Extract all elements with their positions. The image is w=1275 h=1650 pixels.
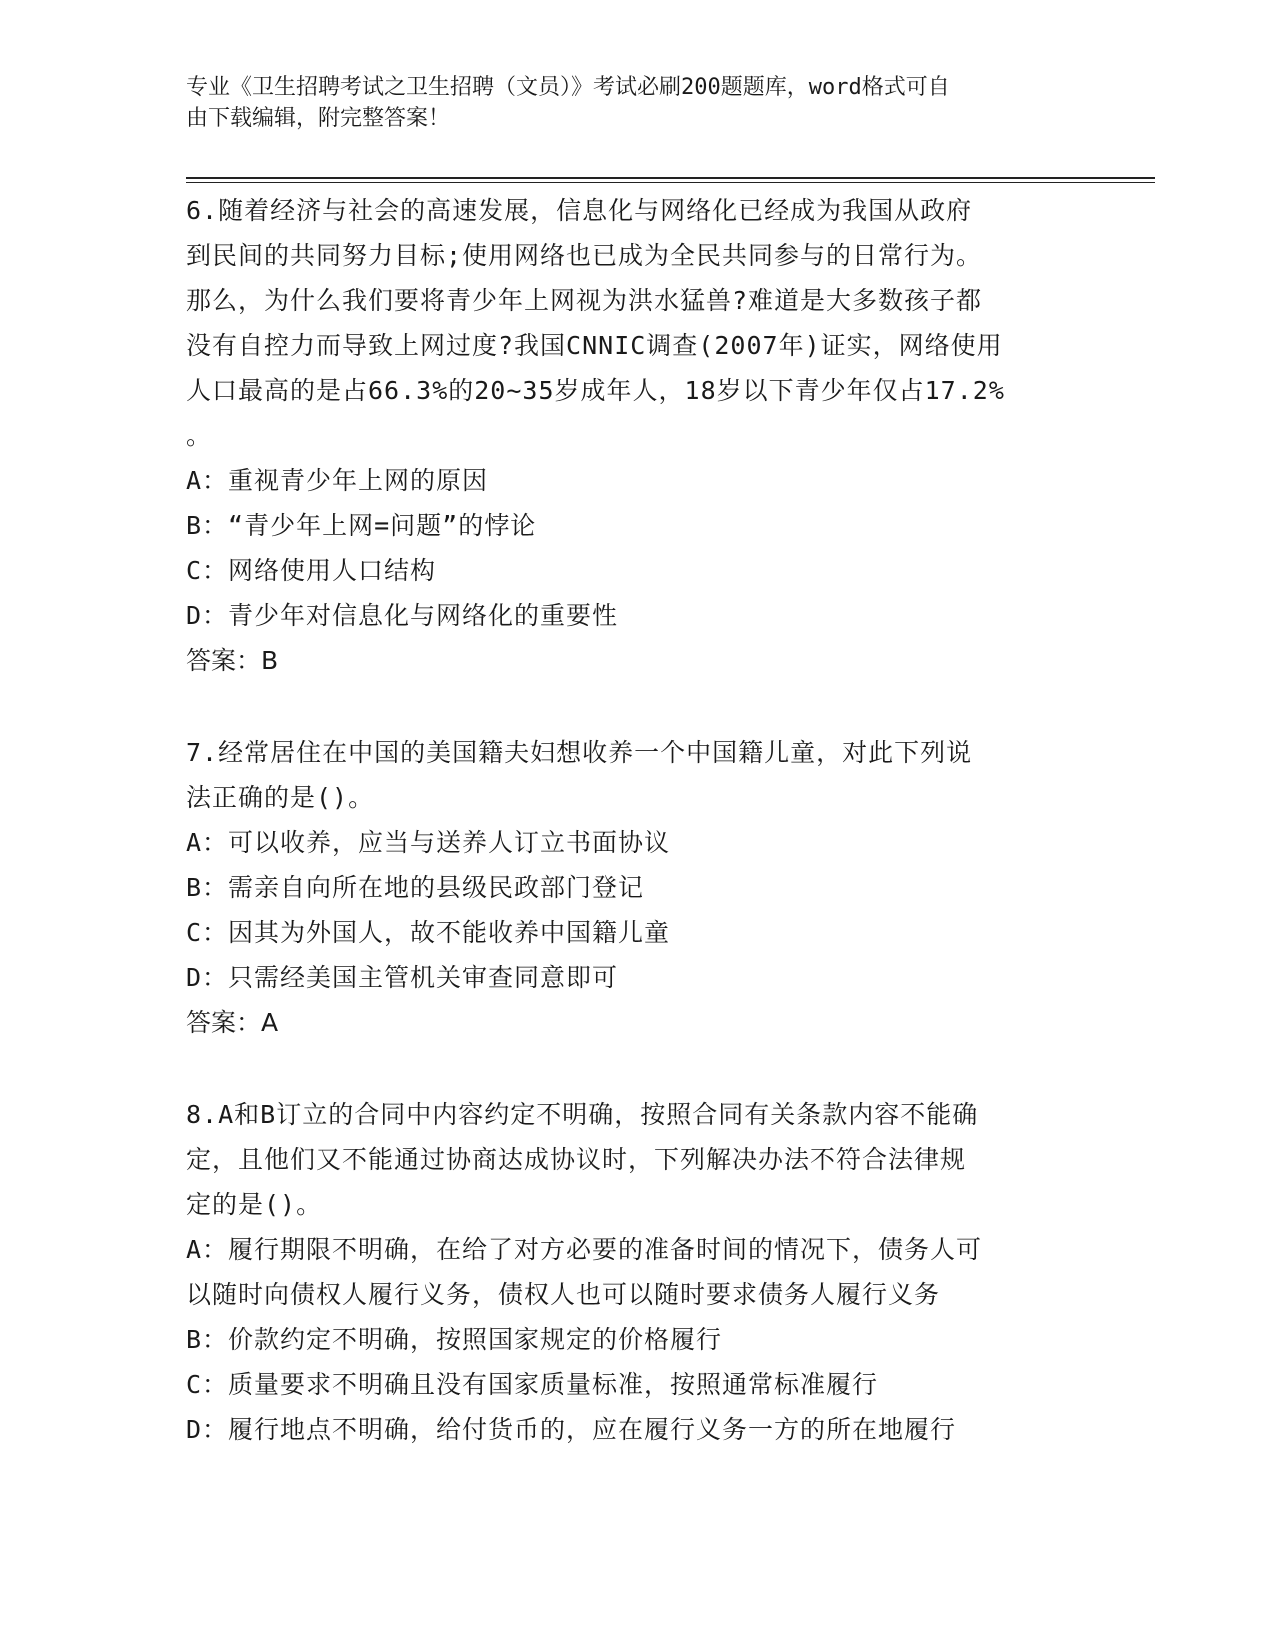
option-a: A：重视青少年上网的原因 [186,466,489,495]
option-a: A：履行期限不明确，在给了对方必要的准备时间的情况下，债务人可 [186,1235,983,1264]
option-a: A：可以收养，应当与送养人订立书面协议 [186,828,671,857]
question-8 [186,1092,1086,1452]
question-stem-line: 法正确的是()。 [186,783,375,812]
option-b: B：需亲自向所在地的县级民政部门登记 [186,873,645,902]
question-stem-line: 8.A和B订立的合同中内容约定不明确，按照合同有关条款内容不能确 [186,1100,979,1129]
question-stem-line: 那么，为什么我们要将青少年上网视为洪水猛兽?难道是大多数孩子都 [186,286,983,315]
question-stem-line: 6.随着经济与社会的高速发展，信息化与网络化已经成为我国从政府 [186,196,973,225]
question-stem-line: 定，且他们又不能通过协商达成协议时，下列解决办法不符合法律规 [186,1145,967,1174]
option-d: D：履行地点不明确，给付货币的，应在履行义务一方的所在地履行 [186,1415,957,1444]
header-rule-thick [186,177,1155,179]
question-stem-line: 。 [186,421,213,450]
question-stem-line: 到民间的共同努力目标;使用网络也已成为全民共同参与的日常行为。 [186,241,983,270]
answer-label: 答案：A [186,1008,279,1037]
question-stem-line: 定的是()。 [186,1190,323,1219]
question-stem-line: 7.经常居住在中国的美国籍夫妇想收养一个中国籍儿童，对此下列说 [186,738,973,767]
option-c: C：网络使用人口结构 [186,556,437,585]
document-header [186,72,1066,134]
option-c: C：质量要求不明确且没有国家质量标准，按照通常标准履行 [186,1370,879,1399]
header-line-1: 专业《卫生招聘考试之卫生招聘（文员）》考试必刷200题题库，word格式可自 [186,75,950,100]
header-rule-thin [186,182,1155,183]
option-d: D：只需经美国主管机关审查同意即可 [186,963,619,992]
answer-label: 答案：B [186,646,279,675]
option-a-continued: 以随时向债权人履行义务，债权人也可以随时要求债务人履行义务 [186,1280,941,1309]
option-b: B：“青少年上网=问题”的悖论 [186,511,537,540]
option-b: B：价款约定不明确，按照国家规定的价格履行 [186,1325,723,1354]
header-line-2: 由下载编辑，附完整答案！ [186,106,451,131]
question-6 [186,188,1086,683]
question-stem-line: 人口最高的是占66.3%的20~35岁成年人，18岁以下青少年仅占17.2% [186,376,1005,405]
question-stem-line: 没有自控力而导致上网过度?我国CNNIC调查(2007年)证实，网络使用 [186,331,1003,360]
question-7 [186,730,1086,1045]
option-d: D：青少年对信息化与网络化的重要性 [186,601,619,630]
option-c: C：因其为外国人，故不能收养中国籍儿童 [186,918,671,947]
